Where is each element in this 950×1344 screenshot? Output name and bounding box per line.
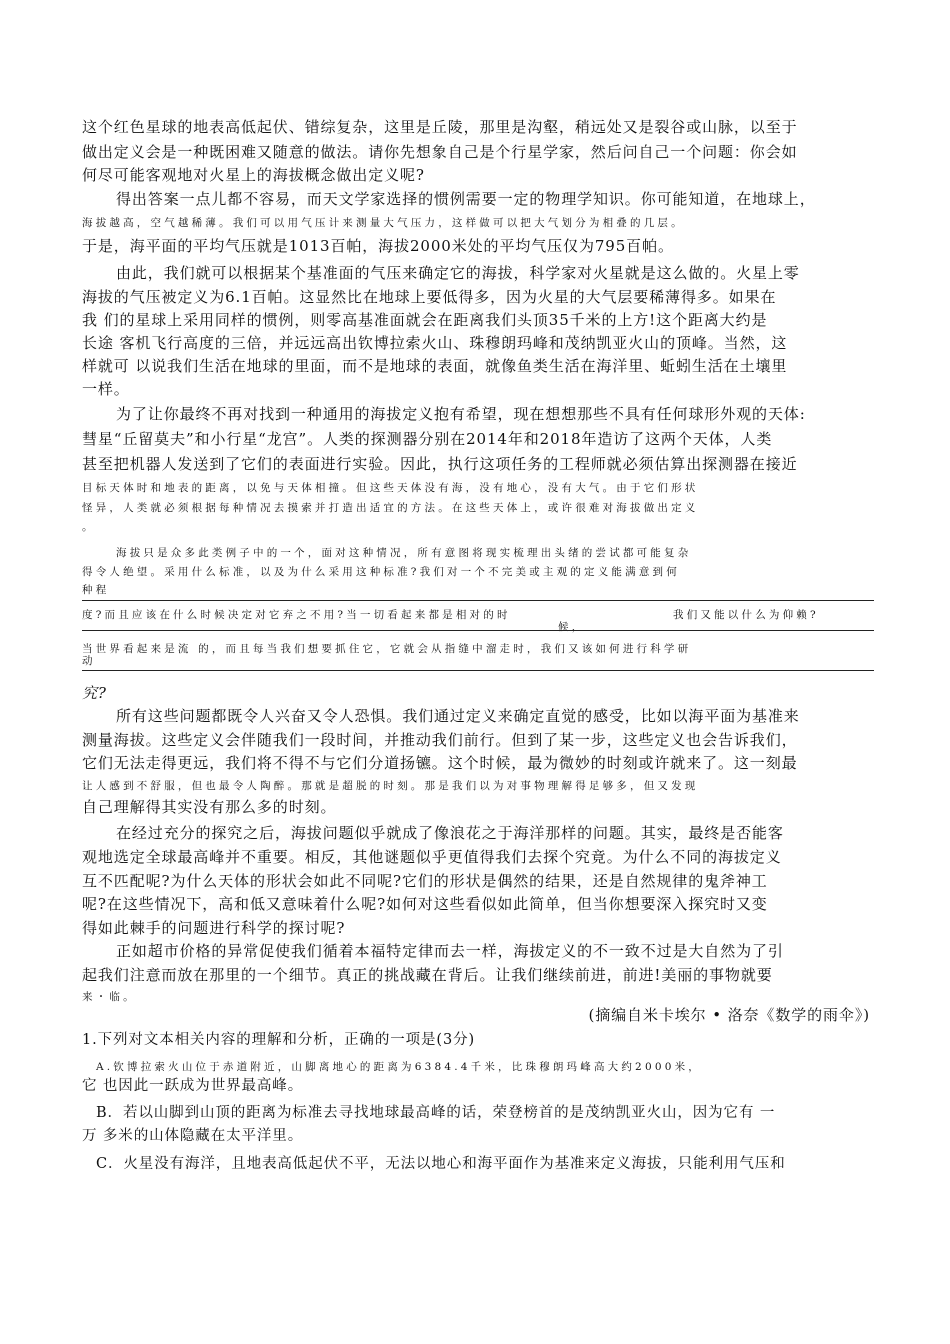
text-line: 目标天体时和地表的距离，以免与天体相撞。但这些天体没有海，没有地心，没有大气。由于它们形状 xyxy=(82,482,699,494)
question-stem: 1.下列对文本相关内容的理解和分析，正确的一项是(3分) xyxy=(82,1032,476,1048)
text-line: 得出答案一点儿都不容易，而天文学家选择的惯例需要一定的物理学知识。你可能知道，在地球上， xyxy=(116,190,816,208)
text-line: 当世界看起来是流 的，而且每当我们想要抓住它，它就会从指缝中溜走时，我们又该如何进行科学研 xyxy=(82,643,692,655)
text-line: 做出定义会是一种既困难又随意的做法。请你先想象自己是个行星学家，然后问自己一个问题：你会如 xyxy=(82,143,798,161)
text-line: 所有这些问题都既令人兴奋又令人恐惧。我们通过定义来确定直觉的感受，比如以海平面为基准来 xyxy=(116,707,800,725)
option-b: B．若以山脚到山顶的距离为标准去寻找地球最高峰的话，荣登榜首的是茂纳凯亚火山，因为它有 一 xyxy=(96,1105,776,1121)
text-line: 种程 xyxy=(82,584,110,596)
option-b-cont: 万 多米的山体隐藏在太平洋里。 xyxy=(82,1128,304,1144)
text-line: 长途 客机飞行高度的三倍，并远远高出钦博拉索火山、珠穆朗玛峰和茂纳凯亚火山的顶峰。当然，这 xyxy=(82,334,788,352)
option-a-cont: 它 也因此一跃成为世界最高峰。 xyxy=(82,1078,304,1094)
text-line: 究? xyxy=(82,684,107,702)
text-line: 海拔只是众多此类例子中的一个，面对这种情况，所有意图将现实梳理出头绪的尝试都可能复杂 xyxy=(116,547,692,559)
text-line: 互不匹配呢?为什么天体的形状会如此不同呢?它们的形状是偶然的结果，还是自然规律的鬼斧神工 xyxy=(82,872,768,890)
text-line: 起我们注意而放在那里的一个细节。真正的挑战藏在背后。让我们继续前进，前进!美丽的事物就要 xyxy=(82,966,773,984)
text-line: 于是，海平面的平均气压就是1013百帕，海拔2000米处的平均气压仅为795百帕。 xyxy=(82,237,674,255)
text-line: 为了让你最终不再对找到一种通用的海拔定义抱有希望，现在想想那些不具有任何球形外观的天体: xyxy=(116,405,806,423)
text-line: 它们无法走得更远，我们将不得不与它们分道扬镳。这个时候，最为微妙的时刻或许就来了。这一刻最 xyxy=(82,754,798,772)
text-line: 自己理解得其实没有那么多的时刻。 xyxy=(82,798,337,816)
text-line: 我们又能以什么为仰赖? xyxy=(673,609,819,621)
divider xyxy=(82,600,874,601)
text-line: 海拔越高，空气越稀薄。我们可以用气压计来测量大气压力，这样做可以把大气划分为相叠的几层。 xyxy=(82,217,685,229)
text-line: 样就可 以说我们生活在地球的里面，而不是地球的表面，就像鱼类生活在海洋里、蚯蚓生活在土壤里 xyxy=(82,357,788,375)
divider xyxy=(82,670,874,671)
text-line: 由此，我们就可以根据某个基准面的气压来确定它的海拔，科学家对火星就是这么做的。火星上零 xyxy=(116,264,800,282)
text-line: 这个红色星球的地表高低起伏、错综复杂，这里是丘陵，那里是沟壑，稍远处又是裂谷或山脉，以至于 xyxy=(82,118,798,136)
text-line: 。 xyxy=(82,521,96,533)
text-line: 来・临。 xyxy=(82,991,137,1003)
text-line: 度?而且应该在什么时候决定对它弃之不用?当一切看起来都是相对的时 xyxy=(82,609,511,621)
text-line: 观地选定全球最高峰并不重要。相反，其他谜题似乎更值得我们去探个究竟。为什么不同的海拔定义 xyxy=(82,848,782,866)
text-line: 呢?在这些情况下，高和低又意味着什么呢?如何对这些看似如此简单，但当你想要深入探究时又变 xyxy=(82,895,768,913)
text-line: 彗星“丘留莫夫”和小行星“龙宫”。人类的探测器分别在2014年和2018年造访了这两个天体，人类 xyxy=(82,430,773,448)
text-line: 我 们的星球上采用同样的惯例，则零高基准面就会在距离我们头顶35千米的上方!这个距离大约是 xyxy=(82,311,768,329)
text-line: 海拔的气压被定义为6.1百帕。这显然比在地球上要低得多，因为火星的大气层要稀薄得多。如果在 xyxy=(82,288,777,306)
text-line: 候， xyxy=(558,621,586,633)
text-line: 怪异，人类就必须根据每种情况去摸索并打造出适宜的方法。在这些天体上，或许很难对海拔做出定义 xyxy=(82,502,699,514)
text-line: 何尽可能客观地对火星上的海拔概念做出定义呢? xyxy=(82,166,425,184)
text-line: 一样。 xyxy=(82,380,130,398)
text-line: 得如此棘手的问题进行科学的探讨呢? xyxy=(82,919,346,937)
divider xyxy=(82,630,874,631)
text-line: 让人感到不舒服，但也最令人陶醉。那就是超脱的时刻。那是我们以为对事物理解得足够多，但又发现 xyxy=(82,780,699,792)
option-c: C．火星没有海洋，且地表高低起伏不平，无法以地心和海平面作为基准来定义海拔，只能利用气压和 xyxy=(96,1156,786,1172)
option-a: A.钦博拉索火山位于赤道附近，山脚离地心的距离为6384.4千米，比珠穆朗玛峰高大约2000米， xyxy=(96,1061,702,1073)
text-line: 得令人绝望。采用什么标准，以及为什么采用这种标准?我们对一个不完美或主观的定义能满意到何 xyxy=(82,566,680,578)
text-line: 动 xyxy=(82,655,96,667)
text-line: 在经过充分的探究之后，海拔问题似乎就成了像浪花之于海洋那样的问题。其实，最终是否能客 xyxy=(116,824,784,842)
text-line: 甚至把机器人发送到了它们的表面进行实验。因此，执行这项任务的工程师就必须估算出探测器在接近 xyxy=(82,455,798,473)
source-citation: (摘编自米卡埃尔 • 洛奈《数学的雨伞》) xyxy=(588,1006,870,1024)
text-line: 测量海拔。这些定义会伴随我们一段时间，并推动我们前行。但到了某一步，这些定义也会告诉我们， xyxy=(82,731,798,749)
text-line: 正如超市价格的异常促使我们循着本福特定律而去一样，海拔定义的不一致不过是大自然为了引 xyxy=(116,942,784,960)
